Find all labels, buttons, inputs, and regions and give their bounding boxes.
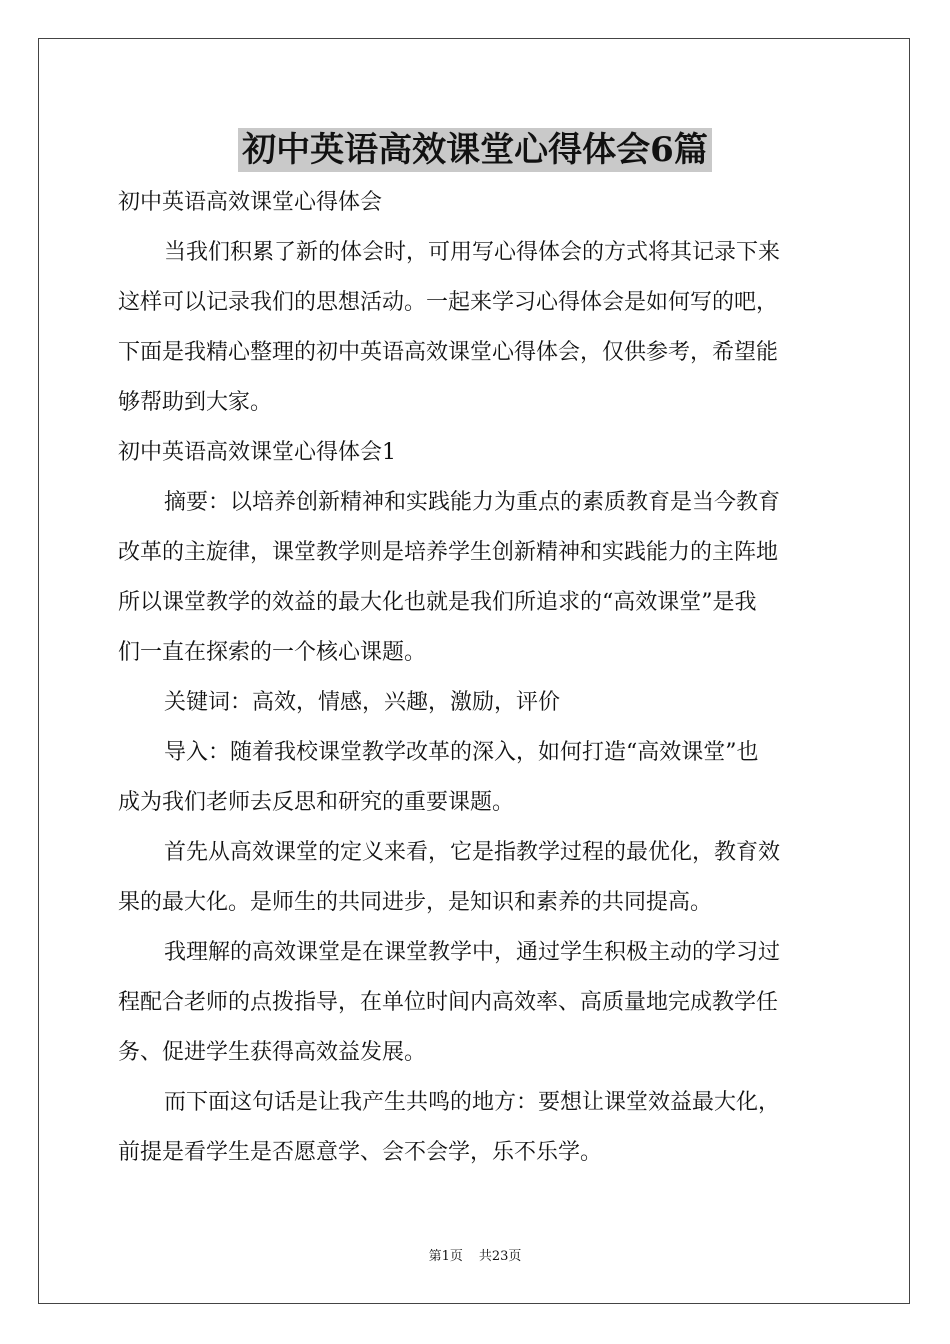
title-container — [0, 128, 950, 172]
paragraph-line: 果的最大化。是师生的共同进步，是知识和素养的共同提高。 — [118, 890, 713, 915]
paragraph-line: 前提是看学生是否愿意学、会不会学，乐不乐学。 — [118, 1140, 603, 1165]
paragraph-line: 够帮助到大家。 — [118, 390, 273, 415]
paragraph-line: 而下面这句话是让我产生共鸣的地方：要想让课堂效益最大化， — [164, 1090, 781, 1115]
paragraph-line: 首先从高效课堂的定义来看，它是指教学过程的最优化，教育效 — [164, 840, 781, 865]
paragraph-line: 改革的主旋律，课堂教学则是培养学生创新精神和实践能力的主阵地 — [118, 540, 779, 565]
paragraph-line: 下面是我精心整理的初中英语高效课堂心得体会，仅供参考，希望能 — [118, 340, 779, 365]
paragraph-line: 所以课堂教学的效益的最大化也就是我们所追求的“高效课堂”是我 — [118, 590, 757, 615]
subtitle-line: 初中英语高效课堂心得体会 — [118, 190, 383, 215]
page-footer — [0, 1248, 950, 1266]
page-number: 第1页 — [428, 1249, 463, 1264]
paragraph-line: 摘要：以培养创新精神和实践能力为重点的素质教育是当今教育 — [164, 490, 781, 515]
paragraph-line: 导入：随着我校课堂教学改革的深入，如何打造“高效课堂”也 — [164, 740, 759, 765]
paragraph-line: 这样可以记录我们的思想活动。一起来学习心得体会是如何写的吧， — [118, 290, 779, 315]
paragraph-line: 当我们积累了新的体会时，可用写心得体会的方式将其记录下来 — [164, 240, 781, 265]
paragraph-line: 务、促进学生获得高效益发展。 — [118, 1040, 427, 1065]
page-total: 共23页 — [478, 1249, 522, 1264]
paragraph-line: 我理解的高效课堂是在课堂教学中，通过学生积极主动的学习过 — [164, 940, 781, 965]
document-body — [118, 178, 834, 1178]
keywords-line: 关键词：高效，情感，兴趣，激励，评价 — [164, 690, 561, 715]
section-heading: 初中英语高效课堂心得体会1 — [118, 440, 396, 465]
paragraph-line: 们一直在探索的一个核心课题。 — [118, 640, 427, 665]
document-title: 初中英语高效课堂心得体会6篇 — [238, 128, 712, 172]
paragraph-line: 程配合老师的点拨指导，在单位时间内高效率、高质量地完成教学任 — [118, 990, 779, 1015]
paragraph-line: 成为我们老师去反思和研究的重要课题。 — [118, 790, 515, 815]
